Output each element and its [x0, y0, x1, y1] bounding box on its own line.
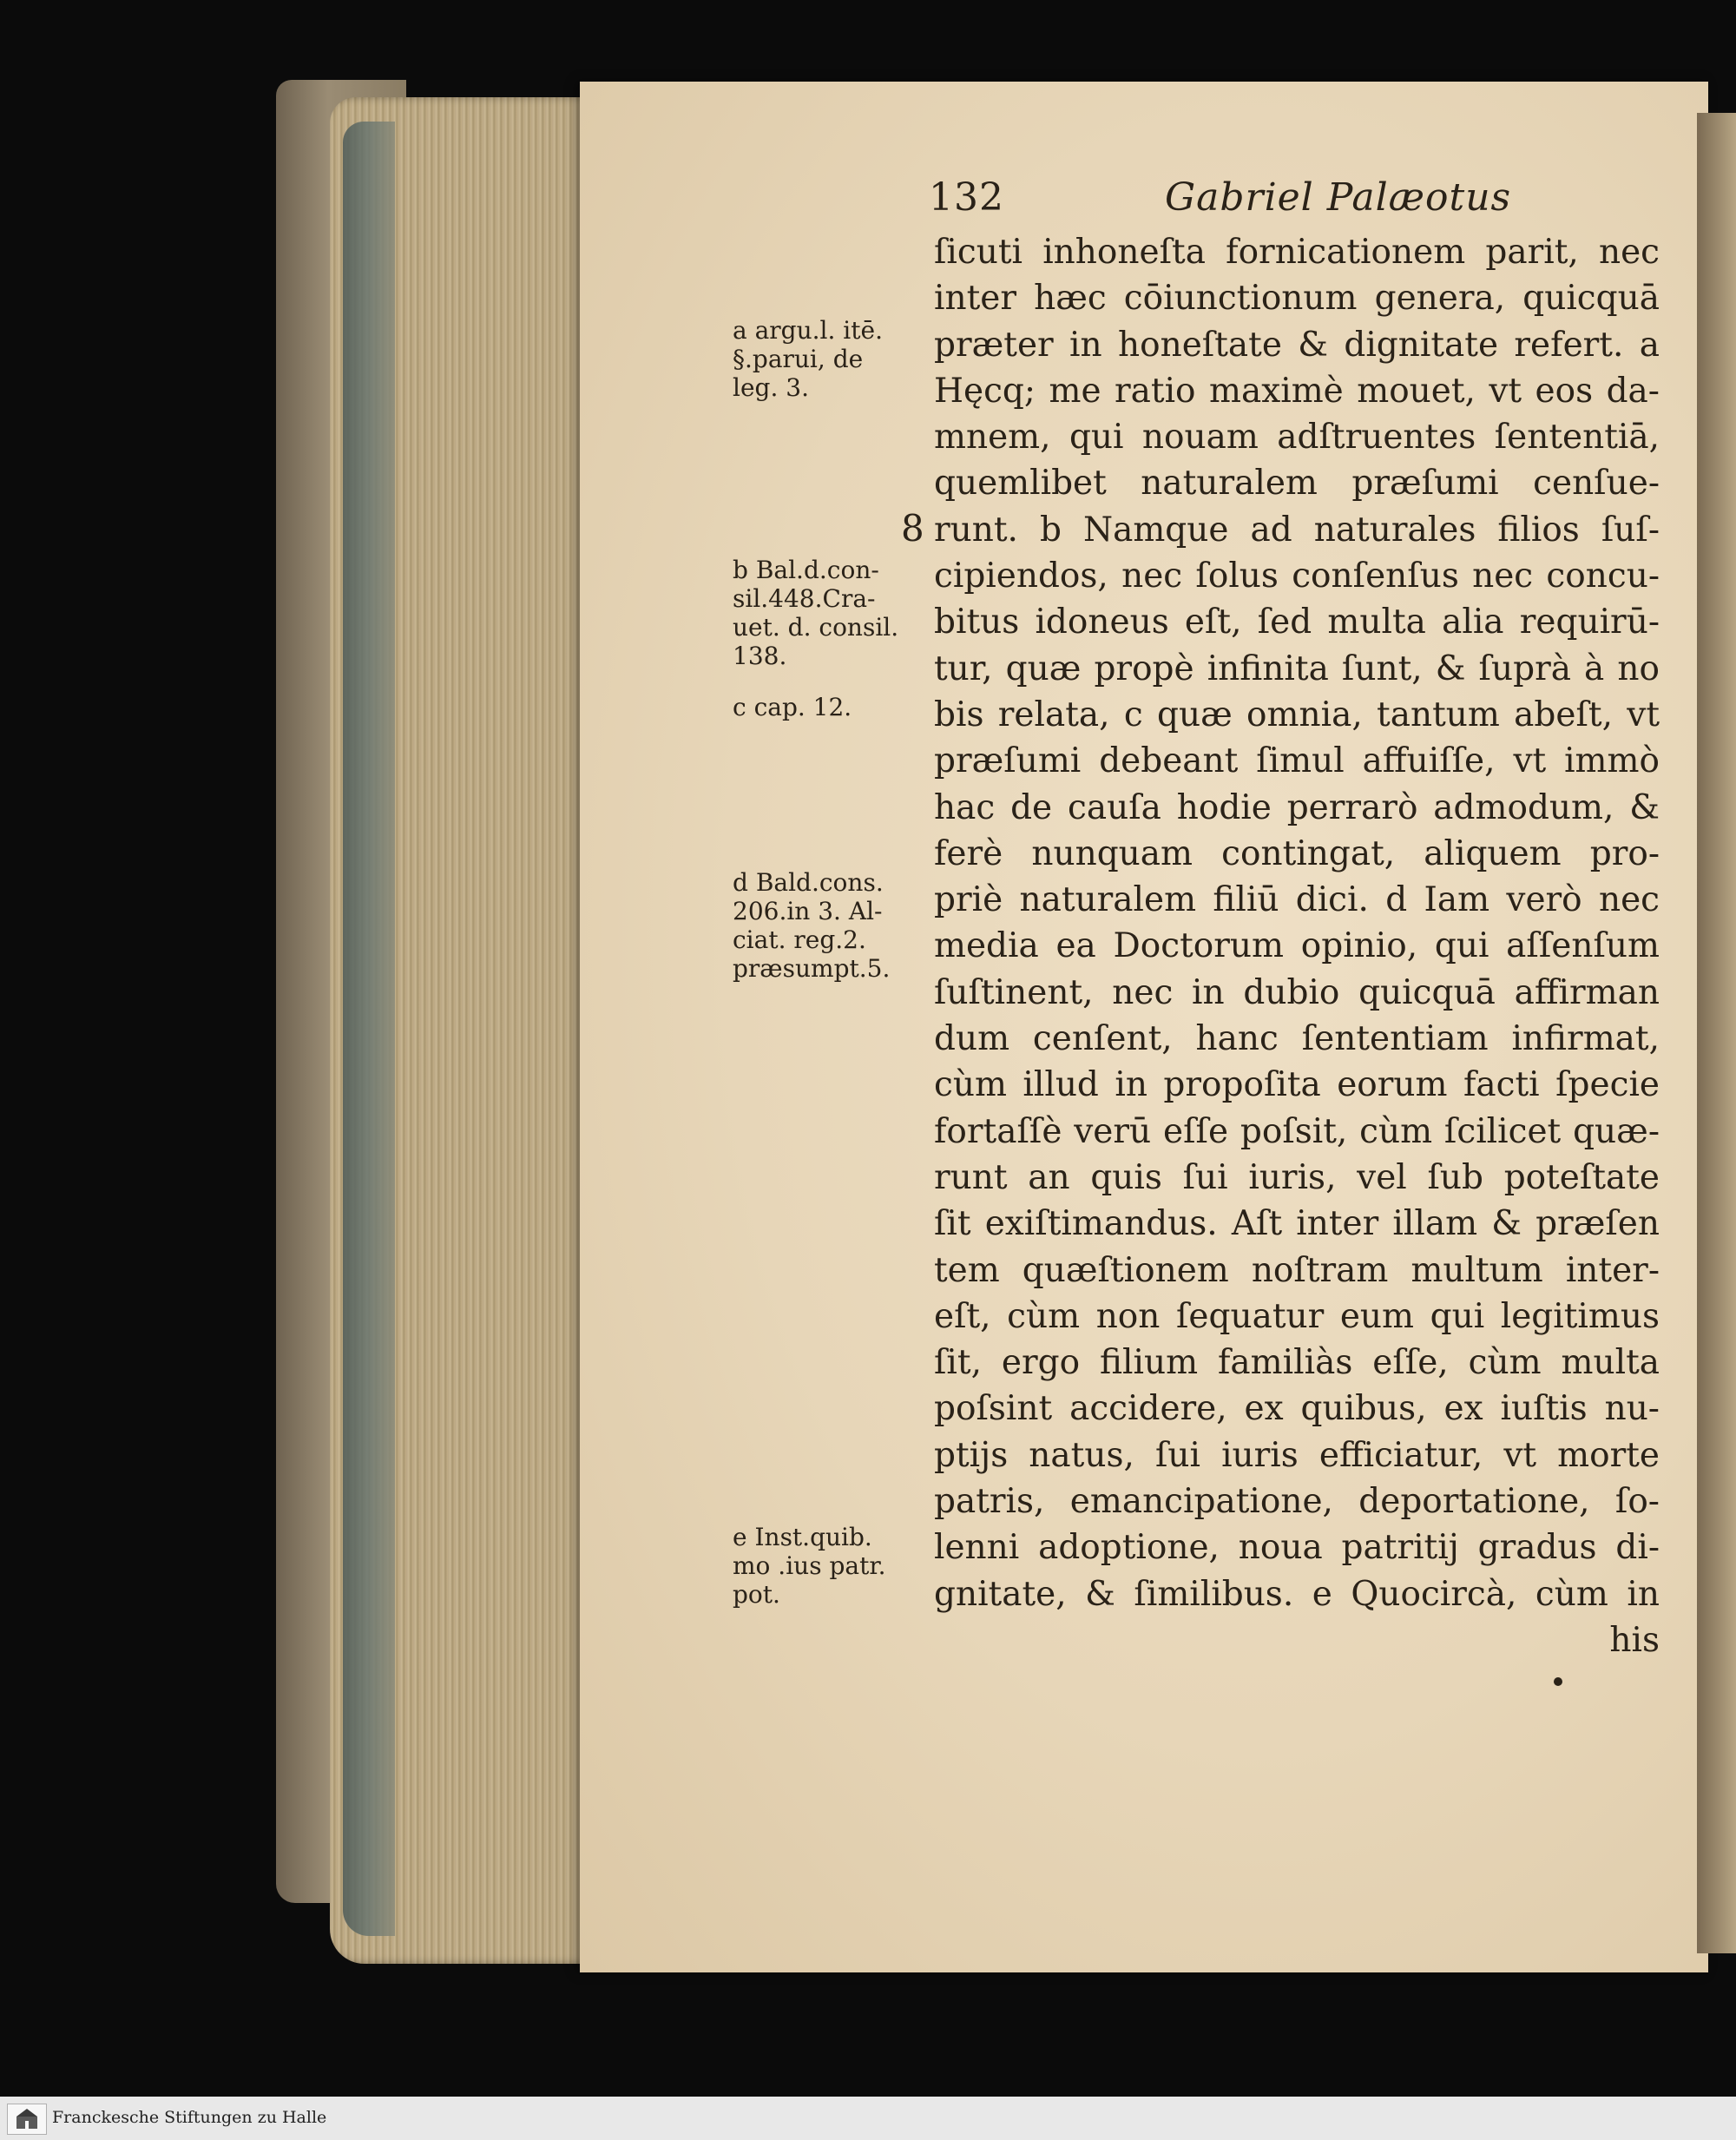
body-line: tur, quæ propè infinita ſunt, & ſuprà à no	[934, 649, 1660, 688]
catchword: his	[1609, 1620, 1660, 1660]
body-line: ſit exiſtimandus. Aſt inter illam & præſen	[934, 1204, 1660, 1244]
page-block-shadow	[343, 122, 395, 1936]
body-line: eſt, cùm non ſequatur eum qui legitimus	[934, 1296, 1660, 1336]
body-line: poſsint accidere, ex quibus, ex iuſtis nu-	[934, 1389, 1660, 1429]
body-line: præter in honeſtate & dignitate refert. a	[934, 325, 1660, 365]
sidenote-d: d Bald.cons. 206.in 3. Al- ciat. reg.2. præsumpt.5.	[733, 868, 891, 983]
body-line: tem quæſtionem noſtram multum inter-	[934, 1250, 1660, 1290]
body-line: præſumi debeant ſimul affuiſſe, vt immò	[934, 741, 1660, 781]
sidenote-b: b Bal.d.con- sil.448.Cra- uet. d. consil. 138.	[733, 556, 899, 670]
body-line: fortaſſè verū eſſe poſsit, cùm ſcilicet quæ-	[934, 1111, 1660, 1151]
body-line: priè naturalem filiū dici. d Iam verò nec	[934, 880, 1660, 920]
body-line: hac de cauſa hodie perrarò admodum, &	[934, 787, 1660, 827]
body-line: patris, emancipatione, deportatione, ſo-	[934, 1482, 1660, 1522]
running-title: Gabriel Palæotus	[1164, 175, 1512, 220]
body-text	[934, 229, 1660, 1663]
body-line: Hęcq; me ratio maximè mouet, vt eos da-	[934, 371, 1660, 411]
body-line: runt an quis ſui iuris, vel ſub poteſtate	[934, 1157, 1660, 1197]
institution-name[interactable]: Franckesche Stiftungen zu Halle	[52, 2108, 327, 2127]
body-line: bis relata, c quæ omnia, tantum abeſt, vt	[934, 695, 1660, 734]
institution-logo-icon	[7, 2104, 47, 2135]
body-line: mnem, qui nouam adſtruentes ſententiā,	[934, 418, 1660, 458]
body-line: media ea Doctorum opinio, qui aſſenſum	[934, 926, 1660, 966]
page-header	[929, 175, 1511, 220]
body-line: ſicuti inhoneſta fornicationem parit, nec	[934, 233, 1660, 272]
marginal-number: 8	[901, 507, 924, 550]
facing-page-edge	[1697, 113, 1736, 1953]
body-line: dum cenſent, hanc ſententiam infirmat,	[934, 1019, 1660, 1059]
body-line: ptijs natus, ſui iuris efficiatur, vt morte	[934, 1435, 1660, 1475]
page-number: 132	[929, 175, 1004, 220]
sidenote-c: c cap. 12.	[733, 693, 852, 721]
body-line: quemlibet naturalem præſumi cenſue-	[934, 464, 1660, 504]
body-line: ſuſtinent, nec in dubio quicquā affirman	[934, 972, 1660, 1012]
body-line: bitus idoneus eſt, ſed multa alia requirū-	[934, 602, 1660, 642]
body-line: inter hæc cōiunctionum genera, quicquā	[934, 279, 1660, 319]
body-line: runt. b Namque ad naturales filios ſuſ-	[934, 510, 1660, 550]
sidenote-a: a argu.l. itē. §.parui, de leg. 3.	[733, 316, 883, 402]
body-line: lenni adoptione, noua patritij gradus di-	[934, 1528, 1660, 1568]
body-line: gnitate, & ſimilibus. e Quocircà, cùm in	[934, 1574, 1660, 1614]
body-line: ferè nunquam contingat, aliquem pro-	[934, 833, 1660, 873]
body-line: cipiendos, nec ſolus conſenſus nec concu-	[934, 556, 1660, 596]
sidenote-e: e Inst.quib. mo .ius patr. pot.	[733, 1523, 886, 1609]
body-line: ſit, ergo filium familiàs eſſe, cùm multa	[934, 1343, 1660, 1383]
ink-spot	[1554, 1677, 1562, 1686]
body-line: cùm illud in propoſita eorum facti ſpecie	[934, 1065, 1660, 1105]
footer-bar	[0, 2097, 1736, 2140]
